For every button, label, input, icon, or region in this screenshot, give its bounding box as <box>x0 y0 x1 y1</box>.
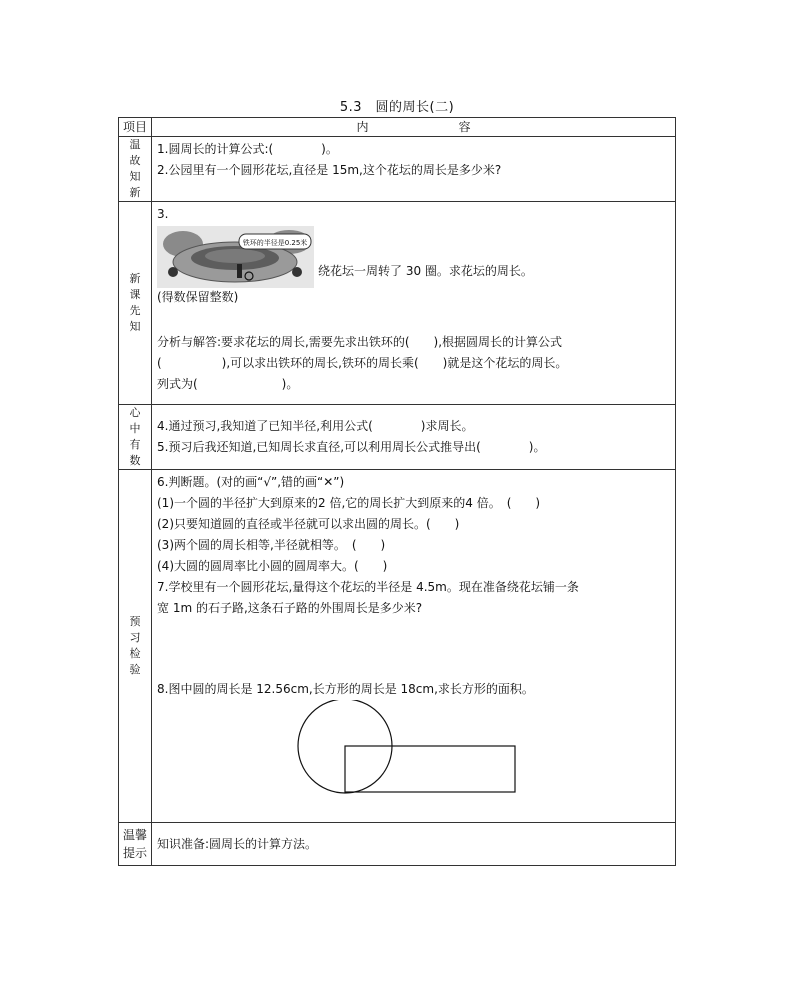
question-6-3: (3)两个圆的周长相等,半径就相等。 ( ) <box>157 538 386 552</box>
worksheet-table <box>118 117 676 866</box>
heart-content <box>152 405 676 470</box>
flowerbed-picture <box>157 226 314 288</box>
new-label <box>119 202 152 405</box>
analysis-line-3: 列式为( )。 <box>157 377 299 391</box>
tips-content <box>152 823 676 866</box>
review-content <box>152 137 676 202</box>
question-3-note: (得数保留整数) <box>157 290 239 304</box>
table-header-row <box>119 118 676 137</box>
question-3-line <box>157 225 671 289</box>
header-item-cell: 项目 <box>119 118 152 137</box>
question-6-4: (4)大圆的圆周率比小圆的圆周率大。( ) <box>157 559 388 573</box>
new-label-text: 新课先知 <box>129 272 141 333</box>
question-3-number: 3. <box>157 207 169 221</box>
question-8-figure-wrap <box>157 700 671 816</box>
tips-label-text: 温馨提示 <box>122 828 147 860</box>
question-5: 5.预习后我还知道,已知周长求直径,可以利用周长公式推导出( )。 <box>157 440 546 454</box>
question-7-line-1: 7.学校里有一个圆形花坛,量得这个花坛的半径是 4.5m。现在准备绕花坛铺一条 <box>157 580 579 594</box>
tips-label <box>119 823 152 866</box>
new-row <box>119 202 676 405</box>
flowerbed-hoop-illustration <box>157 226 314 288</box>
preview-label <box>119 470 152 823</box>
tips-row <box>119 823 676 866</box>
question-4: 4.通过预习,我知道了已知半径,利用公式( )求周长。 <box>157 419 474 433</box>
circle-rectangle-figure <box>297 700 697 816</box>
question-6-1: (1)一个圆的半径扩大到原来的2 倍,它的周长扩大到原来的4 倍。 ( ) <box>157 496 541 510</box>
question-6: 6.判断题。(对的画“√”,错的画“✕”) <box>157 475 345 489</box>
heart-label-text: 心中有数 <box>129 406 141 467</box>
review-label-text: 温故知新 <box>129 138 141 199</box>
question-6-2: (2)只要知道圆的直径或半径就可以求出圆的周长。( ) <box>157 517 460 531</box>
question-2: 2.公园里有一个圆形花坛,直径是 15m,这个花坛的周长是多少米? <box>157 163 502 177</box>
preview-row <box>119 470 676 823</box>
question-1: 1.圆周长的计算公式:( )。 <box>157 142 338 156</box>
new-content <box>152 202 676 405</box>
question-7-line-2: 宽 1m 的石子路,这条石子路的外围周长是多少米? <box>157 601 423 615</box>
page-title: 5.3 圆的周长(二) <box>339 100 455 115</box>
review-row <box>119 137 676 202</box>
speech-bubble-text: 铁环的半径是0.25米 <box>242 239 308 247</box>
preview-content <box>152 470 676 823</box>
review-label <box>119 137 152 202</box>
preview-label-text: 预习检验 <box>129 615 141 676</box>
header-content-cell: 内 容 <box>152 118 676 137</box>
analysis-line-2: ( ),可以求出铁环的周长,铁环的周长乘( )就是这个花坛的周长。 <box>157 356 568 370</box>
question-3-text: 绕花坛一周转了 30 圈。求花坛的周长。 <box>318 263 533 278</box>
question-8: 8.图中圆的周长是 12.56cm,长方形的周长是 18cm,求长方形的面积。 <box>157 682 534 696</box>
tips-text: 知识准备:圆周长的计算方法。 <box>157 836 318 851</box>
heart-row <box>119 405 676 470</box>
analysis-line-1: 分析与解答:要求花坛的周长,需要先求出铁环的( ),根据圆周长的计算公式 <box>157 335 563 349</box>
heart-label <box>119 405 152 470</box>
